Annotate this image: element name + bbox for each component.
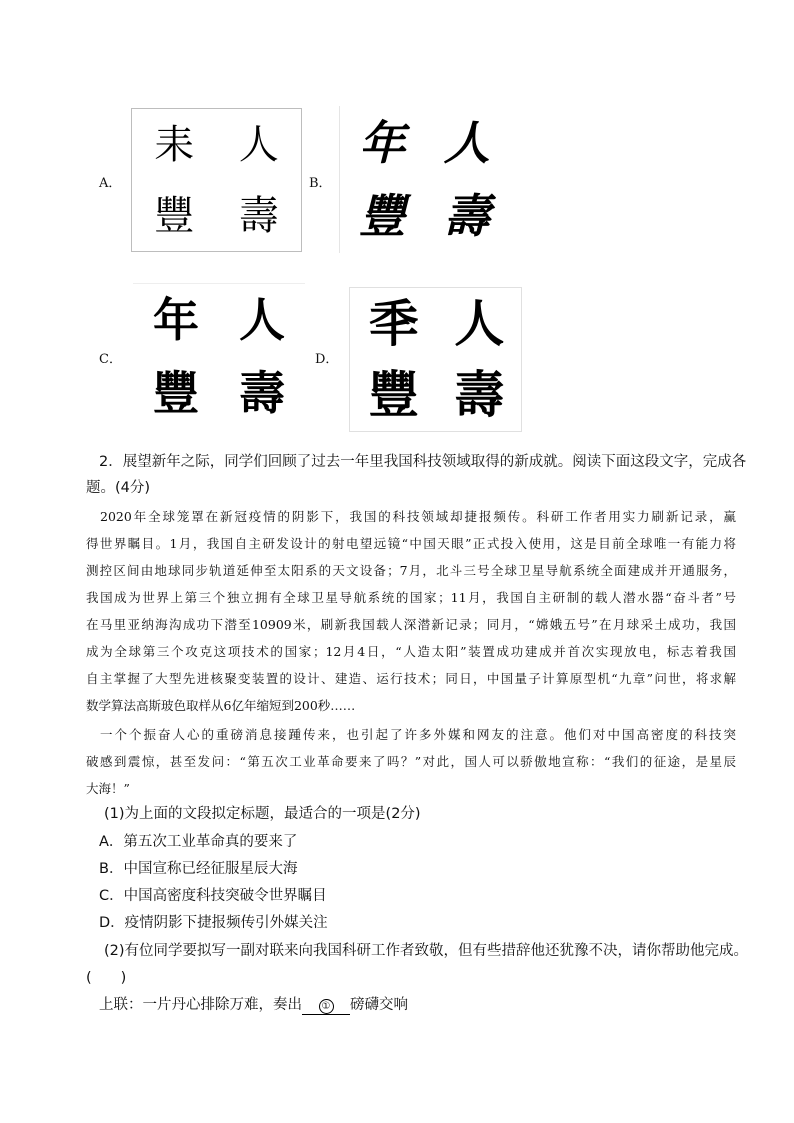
choice-c[interactable]: C．中国高密度科技突破令世界瞩目 bbox=[99, 888, 327, 904]
answer-parentheses[interactable]: ( ) bbox=[86, 970, 127, 986]
calligraphy-char: 秊 bbox=[368, 293, 417, 353]
choice-d[interactable]: D．疫情阴影下捷报频传引外媒关注 bbox=[99, 915, 328, 931]
option-c-label: C． bbox=[99, 352, 122, 367]
blank-number-1: ① bbox=[319, 999, 334, 1014]
couplet-upper-line bbox=[99, 994, 408, 1016]
option-d-calligraphy bbox=[349, 287, 522, 432]
calligraphy-char: 耒 bbox=[154, 121, 195, 168]
calligraphy-char: 壽 bbox=[239, 365, 285, 420]
option-a-calligraphy bbox=[131, 108, 302, 252]
option-d-label: D． bbox=[315, 352, 339, 367]
sub-question-2-prompt: (2)有位同学要拟写一副对联来向我国科研工作者致敬，但有些措辞他还犹豫不决，请你帮助他完成。 bbox=[104, 943, 749, 959]
passage-line: 一个个振奋人心的重磅消息接踵传来，也引起了许多外媒和网友的注意。他们对中国高密度的科技突 bbox=[100, 727, 736, 742]
calligraphy-char: 年 bbox=[359, 115, 406, 170]
calligraphy-char: 壽 bbox=[238, 192, 279, 239]
passage-line: 测控区间由地球同步轨道延伸至太阳系的天文设备；7月，北斗三号全球卫星导航系统全面建成并开通服务， bbox=[86, 563, 736, 578]
couplet-suffix: 磅礴交响 bbox=[350, 997, 408, 1013]
passage-paragraph-1 bbox=[86, 503, 736, 719]
couplet-prefix: 上联：一片丹心排除万难，奏出 bbox=[99, 997, 302, 1013]
choice-a[interactable]: A．第五次工业革命真的要来了 bbox=[99, 834, 298, 850]
passage-line: 得世界瞩目。1月，我国自主研发设计的射电望远镜“中国天眼”正式投入使用，这是目前全球唯一有能力将 bbox=[86, 536, 736, 551]
calligraphy-char: 豐 bbox=[359, 189, 406, 244]
calligraphy-char: 年 bbox=[153, 293, 199, 348]
calligraphy-char: 壽 bbox=[443, 189, 490, 244]
calligraphy-char: 豐 bbox=[154, 192, 195, 239]
option-b-label: B． bbox=[309, 176, 332, 191]
option-b-calligraphy bbox=[339, 106, 509, 253]
sub-question-1-prompt: (1)为上面的文段拟定标题，最适合的一项是(2分) bbox=[104, 806, 421, 822]
calligraphy-char: 人 bbox=[443, 115, 490, 170]
passage-line: 破感到震惊，甚至发问：“第五次工业革命要来了吗？”对此，国人可以骄傲地宣称：“我们的征途，是星辰 bbox=[86, 754, 736, 769]
passage-line: 在马里亚纳海沟成功下潜至10909米，刷新我国载人深潜新记录；同月，“嫦娥五号”在月球采土成功，我国 bbox=[86, 617, 736, 632]
choice-b[interactable]: B．中国宣称已经征服星辰大海 bbox=[99, 861, 298, 877]
question-2-stem-line-1: 2．展望新年之际，同学们回顾了过去一年里我国科技领域取得的新成就。阅读下面这段文字，完成各 bbox=[99, 454, 747, 470]
calligraphy-char: 壽 bbox=[454, 365, 503, 425]
couplet-blank-1[interactable] bbox=[302, 997, 350, 1015]
passage-line: 2020年全球笼罩在新冠疫情的阴影下，我国的科技领域却捷报频传。科研工作者用实力刷新记录，赢 bbox=[100, 509, 736, 524]
passage-line: 我国成为世界上第三个独立拥有全球卫星导航系统的国家；11月，我国自主研制的载人潜水器“奋斗者”号 bbox=[86, 590, 736, 605]
passage-line: 大海！” bbox=[86, 781, 130, 796]
calligraphy-char: 人 bbox=[239, 293, 285, 348]
calligraphy-char: 豐 bbox=[368, 365, 417, 425]
calligraphy-char: 人 bbox=[454, 293, 503, 353]
passage-line: 自主掌握了大型先进核聚变装置的设计、建造、运行技术；同日，中国量子计算原型机“九章”问世，将求解 bbox=[86, 671, 736, 686]
option-a-label: A． bbox=[99, 176, 122, 191]
calligraphy-char: 人 bbox=[238, 121, 279, 168]
question-2-stem-line-2: 题。(4分) bbox=[86, 480, 151, 496]
passage-line: 成为全球第三个攻克这项技术的国家；12月4日，“人造太阳”装置成功建成并首次实现放电，标志着我国 bbox=[86, 644, 736, 659]
passage-line: 数学算法高斯玻色取样从6亿年缩短到200秒…… bbox=[86, 698, 356, 713]
passage-paragraph-2 bbox=[86, 721, 736, 802]
option-c-calligraphy bbox=[133, 283, 305, 429]
calligraphy-char: 豐 bbox=[153, 365, 199, 420]
